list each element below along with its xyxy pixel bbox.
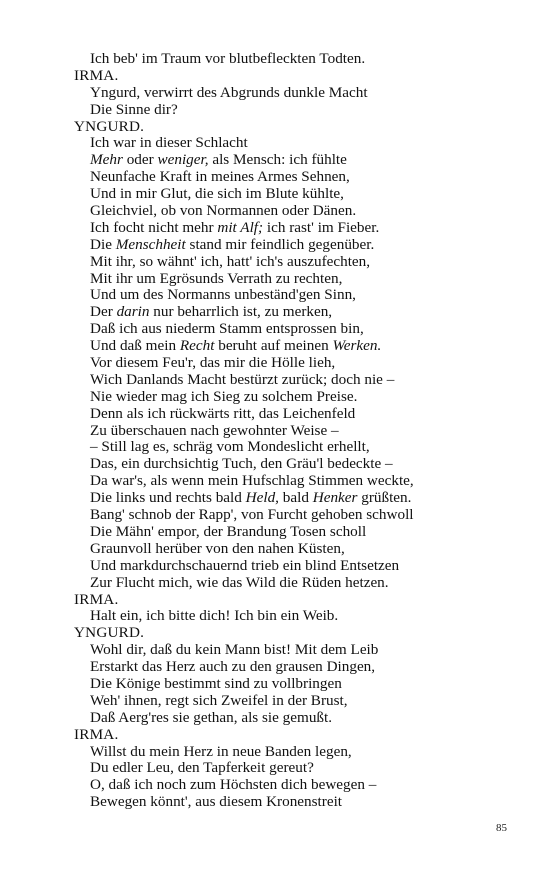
text-segment: Halt ein, ich bitte dich! Ich bin ein Weib. (90, 607, 339, 625)
text-segment: IRMA. (74, 66, 119, 84)
verse-line (74, 152, 534, 169)
verse-line (74, 676, 534, 693)
speaker-name (74, 119, 534, 136)
verse-line (74, 439, 534, 456)
text-segment: Die (90, 235, 116, 253)
text-segment: als Mensch: ich fühlte (208, 151, 347, 169)
text-segment: Mit ihr um Egrösunds Verrath zu rechten, (90, 269, 343, 287)
emphasized-text: Werken. (332, 337, 382, 355)
emphasized-text: Recht (179, 337, 215, 355)
verse-line (74, 287, 534, 304)
verse-line (74, 102, 534, 119)
text-segment: Und markdurchschauernd trieb ein blind Entsetzen (90, 556, 400, 574)
text-segment: IRMA. (74, 725, 119, 743)
page-number: 85 (496, 822, 507, 834)
text-segment: Yngurd, verwirrt des Abgrunds dunkle Macht (90, 83, 368, 101)
drama-text (74, 51, 534, 811)
verse-line (74, 169, 534, 186)
verse-line (74, 693, 534, 710)
verse-line (74, 220, 534, 237)
text-segment: Du edler Leu, den Tapferkeit gereut? (90, 759, 314, 777)
verse-line (74, 659, 534, 676)
verse-line (74, 271, 534, 288)
text-segment: Und in mir Glut, die sich im Blute kühlte, (90, 185, 344, 203)
verse-line (74, 389, 534, 406)
text-segment: Ich beb' im Traum vor blutbefleckten Todten. (90, 50, 366, 67)
text-segment: Willst du mein Herz in neue Banden legen, (90, 742, 352, 760)
speaker-name (74, 68, 534, 85)
verse-line (74, 85, 534, 102)
emphasized-text: Mehr (90, 151, 123, 169)
text-segment: Bewegen könnt', aus diesem Kronenstreit (90, 793, 343, 811)
emphasized-text: darin (116, 303, 150, 321)
text-segment: Ich focht nicht mehr (90, 218, 218, 236)
text-segment: Mit ihr, so wähnt' ich, hatt' ich's auszufechten, (90, 252, 371, 270)
verse-line (74, 203, 534, 220)
emphasized-text: mit Alf; (217, 218, 264, 236)
text-segment: Da war's, als wenn mein Hufschlag Stimmen weckte, (90, 472, 414, 490)
text-segment: oder (122, 151, 158, 169)
text-segment: Ich war in dieser Schlacht (90, 134, 248, 152)
verse-line (74, 642, 534, 659)
verse-line (74, 744, 534, 761)
text-segment: Das, ein durchsichtig Tuch, den Gräu'l bedeckte – (90, 455, 393, 473)
verse-line (74, 338, 534, 355)
verse-line (74, 710, 534, 727)
text-segment: Die Könige bestimmt sind zu vollbringen (90, 674, 342, 692)
emphasized-text: Henker (312, 489, 358, 507)
verse-line (74, 524, 534, 541)
text-segment: Zur Flucht mich, wie das Wild die Rüden hetzen. (90, 573, 389, 591)
emphasized-text: Held, (245, 489, 279, 507)
text-segment: Erstarkt das Herz auch zu den grausen Dingen, (90, 658, 376, 676)
verse-line (74, 304, 534, 321)
verse-line (74, 490, 534, 507)
text-segment: IRMA. (74, 590, 119, 608)
text-segment: O, daß ich noch zum Höchsten dich bewegen – (90, 776, 377, 794)
text-segment: Graunvoll herüber von den nahen Küsten, (90, 539, 345, 557)
text-segment: stand mir feindlich gegenüber. (185, 235, 375, 253)
text-segment: Vor diesem Feu'r, das mir die Hölle lieh, (90, 354, 336, 372)
verse-line (74, 372, 534, 389)
verse-line (74, 608, 534, 625)
speaker-name (74, 592, 534, 609)
text-segment: Neunfache Kraft in meines Armes Sehnen, (90, 168, 350, 186)
verse-line (74, 473, 534, 490)
text-segment: Und daß mein (90, 337, 180, 355)
verse-line (74, 186, 534, 203)
verse-line (74, 558, 534, 575)
text-segment: YNGURD. (74, 624, 145, 642)
verse-line (74, 575, 534, 592)
text-segment: Nie wieder mag ich Sieg zu solchem Preise. (90, 387, 358, 405)
verse-line (74, 254, 534, 271)
text-segment: Daß Aerg'res sie gethan, als sie gemußt. (90, 708, 333, 726)
emphasized-text: Menschheit (115, 235, 186, 253)
verse-line (74, 355, 534, 372)
text-segment: Weh' ihnen, regt sich Zweifel in der Brust, (90, 691, 348, 709)
verse-line (74, 760, 534, 777)
emphasized-text: weniger, (157, 151, 209, 169)
text-segment: Bang' schnob der Rapp', von Furcht gehoben schwoll (90, 506, 414, 524)
text-segment: Gleichviel, ob von Normannen oder Dänen. (90, 202, 357, 220)
text-segment: ich rast' im Fieber. (263, 218, 380, 236)
text-segment: Die links und rechts bald (90, 489, 246, 507)
text-segment: Zu überschauen nach gewohnter Weise – (90, 421, 339, 439)
text-segment: Die Sinne dir? (90, 100, 178, 118)
verse-line (74, 794, 534, 811)
verse-line (74, 456, 534, 473)
text-segment: grüßten. (357, 489, 412, 507)
verse-line (74, 135, 534, 152)
text-segment: Wohl dir, daß du kein Mann bist! Mit dem Leib (90, 641, 379, 659)
speaker-name (74, 625, 534, 642)
verse-line (74, 777, 534, 794)
speaker-name (74, 727, 534, 744)
text-segment: Wich Danlands Macht bestürzt zurück; doch nie – (90, 370, 395, 388)
verse-line (74, 321, 534, 338)
verse-line (74, 51, 534, 68)
text-segment: YNGURD. (74, 117, 145, 135)
verse-line (74, 507, 534, 524)
verse-line (74, 423, 534, 440)
text-segment: Und um des Normanns unbeständ'gen Sinn, (90, 286, 356, 304)
text-segment: bald (278, 489, 313, 507)
verse-line (74, 541, 534, 558)
text-segment: Daß ich aus niederm Stamm entsprossen bin, (90, 320, 364, 338)
text-segment: Der (90, 303, 117, 321)
verse-line (74, 237, 534, 254)
text-segment: – Still lag es, schräg vom Mondeslicht erhellt, (90, 438, 370, 456)
text-segment: nur beharrlich ist, zu merken, (149, 303, 333, 321)
text-segment: Die Mähn' empor, der Brandung Tosen scholl (90, 522, 367, 540)
text-segment: beruht auf meinen (214, 337, 333, 355)
verse-line (74, 406, 534, 423)
text-segment: Denn als ich rückwärts ritt, das Leichenfeld (90, 404, 356, 422)
